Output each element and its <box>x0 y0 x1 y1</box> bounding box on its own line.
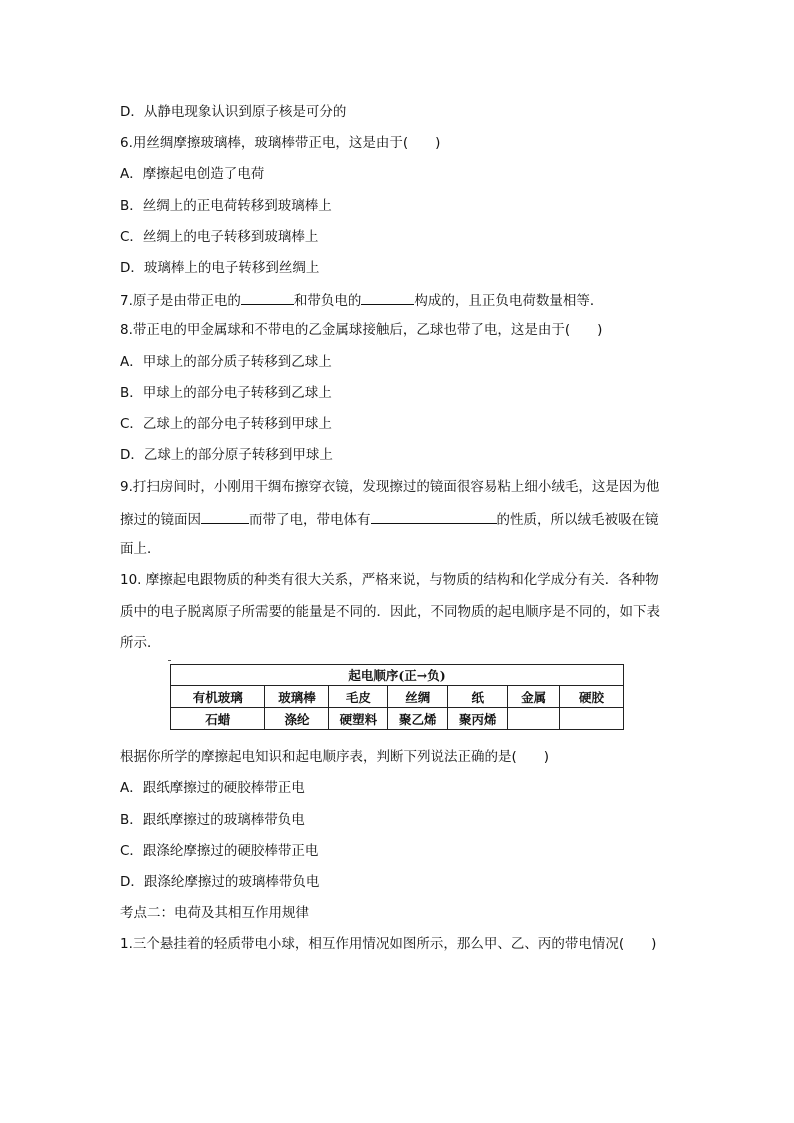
table-cell: 有机玻璃 <box>171 686 265 708</box>
q10-option-a: A．跟纸摩擦过的硬胶棒带正电 <box>120 780 305 796</box>
q5-option-d: D．从静电现象认识到原子核是可分的 <box>120 104 347 120</box>
table-cell <box>559 708 623 730</box>
table-anchor-mark <box>168 660 171 661</box>
q8-stem: 8.带正电的甲金属球和不带电的乙金属球接触后，乙球也带了电，这是由于( ) <box>120 322 603 338</box>
electrification-order-table <box>170 664 624 730</box>
q8-option-b: B．甲球上的部分电子转移到乙球上 <box>120 385 332 401</box>
table-title: 起电顺序(正→负) <box>171 665 624 686</box>
q9-line-3: 面上． <box>120 541 161 557</box>
table-cell <box>508 708 560 730</box>
q6-option-b: B．丝绸上的正电荷转移到玻璃棒上 <box>120 198 332 214</box>
q10-line-3: 所示． <box>120 635 161 651</box>
q6-option-d: D．玻璃棒上的电子转移到丝绸上 <box>120 260 320 276</box>
q8-option-d: D．乙球上的部分原子转移到甲球上 <box>120 447 333 463</box>
s2-q1-stem: 1.三个悬挂着的轻质带电小球，相互作用情况如图所示，那么甲、乙、丙的带电情况( ) <box>120 936 657 952</box>
table-cell: 金属 <box>508 686 560 708</box>
q7-text-1: 7.原子是由带正电的 <box>120 293 241 309</box>
q9-text-c: 的性质，所以绒毛被吸在镜 <box>496 512 659 528</box>
q6-option-a: A．摩擦起电创造了电荷 <box>120 166 265 182</box>
q7-text-3: 构成的，且正负电荷数量相等． <box>414 293 604 309</box>
table-cell: 丝绸 <box>388 686 448 708</box>
q10-option-d: D．跟涤纶摩擦过的玻璃棒带负电 <box>120 874 320 890</box>
q6-option-c: C．丝绸上的电子转移到玻璃棒上 <box>120 229 319 245</box>
q9-line-1: 9.打扫房间时，小刚用干绸布擦穿衣镜，发现擦过的镜面很容易粘上细小绒毛，这是因为他 <box>120 479 660 495</box>
q7-stem <box>120 290 603 310</box>
q8-option-a: A．甲球上的部分质子转移到乙球上 <box>120 354 332 370</box>
q8-option-c: C．乙球上的部分电子转移到甲球上 <box>120 416 332 432</box>
table-cell: 纸 <box>448 686 508 708</box>
q10-option-c: C．跟涤纶摩擦过的硬胶棒带正电 <box>120 843 319 859</box>
q10-line-2: 质中的电子脱离原子所需要的能量是不同的．因此，不同物质的起电顺序是不同的，如下表 <box>120 604 660 620</box>
q6-stem: 6.用丝绸摩擦玻璃棒，玻璃棒带正电，这是由于( ) <box>120 135 441 151</box>
q10-line-1: 10. 摩擦起电跟物质的种类有很大关系，严格来说，与物质的结构和化学成分有关．各种物 <box>120 572 659 588</box>
q9-blank-2[interactable] <box>371 509 497 524</box>
q10-stem: 根据你所学的摩擦起电知识和起电顺序表，判断下列说法正确的是( ) <box>120 749 550 765</box>
q9-text-a: 擦过的镜面因 <box>120 512 201 528</box>
q9-line-2 <box>120 509 659 529</box>
table-cell: 聚乙烯 <box>388 708 448 730</box>
q7-text-2: 和带负电的 <box>293 293 362 309</box>
table-cell: 硬胶 <box>559 686 623 708</box>
q9-text-b: 而带了电，带电体有 <box>249 512 371 528</box>
table-cell: 聚丙烯 <box>448 708 508 730</box>
table-row <box>171 708 624 730</box>
table-row <box>171 686 624 708</box>
table-cell: 涤纶 <box>265 708 329 730</box>
q7-blank-2[interactable] <box>361 290 414 305</box>
section-2-title: 考点二：电荷及其相互作用规律 <box>120 905 309 921</box>
q9-blank-1[interactable] <box>201 509 249 524</box>
table-cell: 石蜡 <box>171 708 265 730</box>
q10-option-b: B．跟纸摩擦过的玻璃棒带负电 <box>120 812 305 828</box>
table-cell: 硬塑料 <box>329 708 388 730</box>
table-cell: 玻璃棒 <box>265 686 329 708</box>
table-cell: 毛皮 <box>329 686 388 708</box>
q7-blank-1[interactable] <box>241 290 294 305</box>
